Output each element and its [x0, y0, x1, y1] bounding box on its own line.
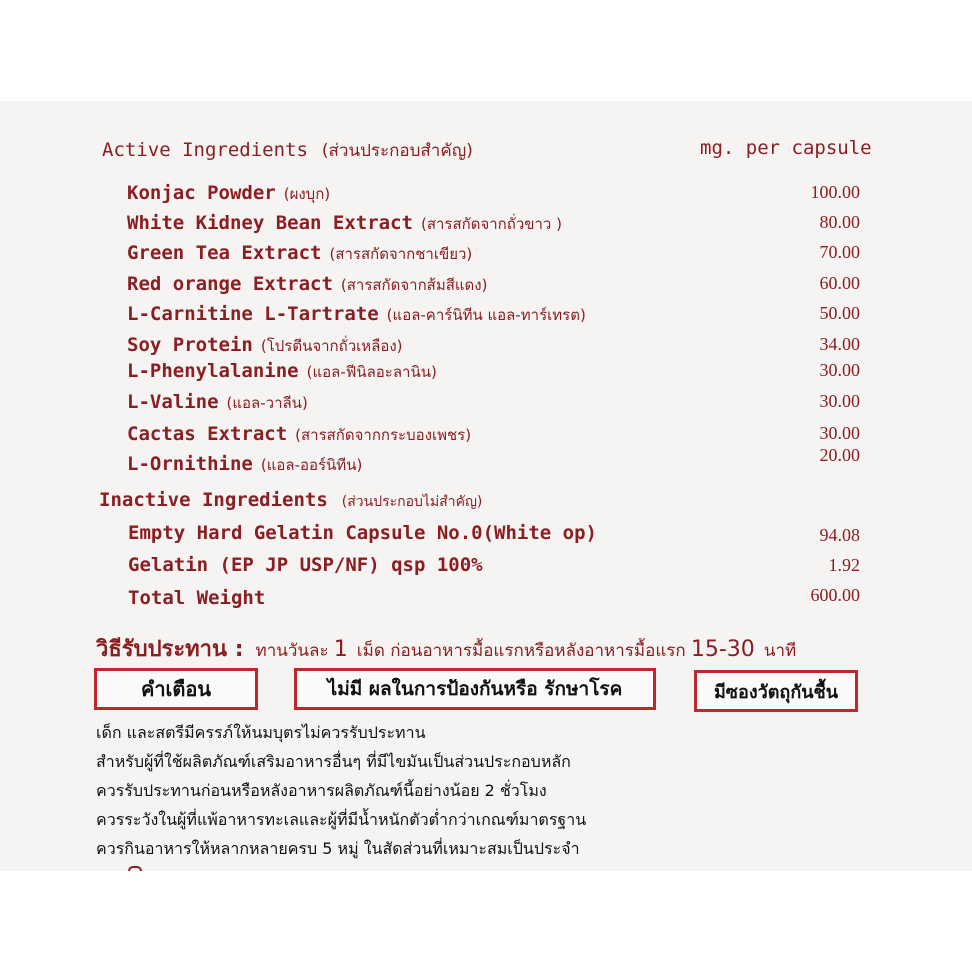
usage-text-a: ทานวันละ	[255, 641, 329, 661]
usage-text-b: เม็ด ก่อนอาหารมื้อแรกหรือหลังอาหารมื้อแรก	[356, 641, 686, 661]
ingredient-name: Green Tea Extract	[127, 242, 322, 264]
active-ingredients-header	[102, 137, 473, 164]
warning-line: ควรระวังในผู้ที่แพ้อาหารทะเลและผู้ที่มีน้ำหนักตัวต่ำกว่าเกณฑ์มาตรฐาน	[96, 810, 587, 829]
inactive-ingredients-header	[99, 489, 482, 513]
ingredient-amount: 1.92	[828, 555, 860, 575]
ingredient-row	[0, 212, 972, 240]
ingredient-amount: 30.00	[819, 423, 860, 443]
ingredient-row	[0, 334, 972, 362]
warning-line: ควรกินอาหารให้หลากหลายครบ 5 หมู่ ในสัดส่วนที่เหมาะสมเป็นประจำ	[96, 839, 580, 858]
ingredient-amount: 94.08	[819, 525, 860, 545]
cropped-text-fragment	[128, 866, 142, 871]
desiccant-box: มีซองวัตถุกันชื้น	[694, 670, 858, 712]
ingredient-amount: 80.00	[819, 212, 860, 232]
ingredient-thai: (ผงบุก)	[283, 185, 331, 203]
ingredient-thai: (โปรตีนจากถั่วเหลือง)	[260, 337, 403, 355]
warning-line: สำหรับผู้ที่ใช้ผลิตภัณฑ์เสริมอาหารอื่นๆ ที่มีไขมันเป็นส่วนประกอบหลัก	[96, 752, 571, 771]
ingredient-amount: 60.00	[819, 273, 860, 293]
ingredient-amount: 34.00	[819, 334, 860, 354]
ingredient-name: Konjac Powder	[127, 182, 276, 204]
ingredient-amount: 100.00	[810, 182, 860, 202]
ingredient-thai: (แอล-วาลีน)	[226, 394, 308, 412]
per-capsule-header: mg. per capsule	[700, 137, 872, 159]
ingredient-name: L-Valine	[127, 391, 219, 413]
ingredient-thai: (สารสกัดจากส้มสีแดง)	[340, 276, 488, 294]
warning-line: เด็ก และสตรีมีครรภ์ให้นมบุตรไม่ควรรับประทาน	[96, 723, 426, 742]
ingredient-amount: 30.00	[819, 391, 860, 411]
usage-text-c: นาที	[763, 641, 797, 661]
label-panel	[0, 101, 972, 871]
ingredient-amount: 20.00	[819, 445, 860, 465]
ingredient-name: Cactas Extract	[127, 423, 288, 445]
ingredient-thai: (สารสกัดจากถั่วขาว )	[420, 215, 562, 233]
ingredient-amount: 50.00	[819, 303, 860, 323]
inactive-ingredients-thai: (ส่วนประกอบไม่สำคัญ)	[341, 494, 483, 510]
ingredient-amount: 70.00	[819, 242, 860, 262]
ingredient-name: Soy Protein	[127, 334, 253, 356]
ingredient-name: White Kidney Bean Extract	[127, 212, 413, 234]
ingredient-name: Gelatin (EP JP USP/NF) qsp 100%	[128, 554, 483, 576]
no-effect-box: ไม่มี ผลในการป้องกันหรือ รักษาโรค	[294, 668, 656, 710]
ingredient-name: Empty Hard Gelatin Capsule No.0(White op)	[128, 522, 597, 544]
ingredient-row	[0, 303, 972, 331]
usage-dose-number: 1	[333, 637, 348, 662]
ingredient-thai: (สารสกัดจากชาเขียว)	[329, 245, 473, 263]
usage-instructions	[96, 631, 796, 666]
active-ingredients-thai: (ส่วนประกอบสำคัญ)	[321, 141, 473, 161]
ingredient-row	[0, 182, 972, 210]
ingredient-row	[0, 391, 972, 419]
ingredient-name: Red orange Extract	[127, 273, 333, 295]
ingredient-row	[0, 242, 972, 270]
active-ingredients-label: Active Ingredients	[102, 139, 308, 161]
ingredient-thai: (แอล-ฟีนิลอะลานิน)	[306, 363, 437, 381]
inactive-ingredients-label: Inactive Ingredients	[99, 489, 328, 511]
ingredient-thai: (แอล-ออร์นิทีน)	[260, 456, 363, 474]
total-weight-label: Total Weight	[128, 587, 266, 609]
ingredient-row	[0, 360, 972, 388]
total-weight-row	[0, 587, 972, 615]
warning-box: คำเตือน	[94, 668, 258, 710]
ingredient-row	[0, 445, 972, 481]
usage-minutes-number: 15-30	[690, 637, 755, 662]
total-weight-amount: 600.00	[810, 585, 860, 605]
ingredient-thai: (สารสกัดจากกระบองเพชร)	[295, 426, 472, 444]
ingredient-name: L-Phenylalanine	[127, 360, 299, 382]
ingredient-name: L-Ornithine	[127, 453, 253, 475]
ingredient-row	[0, 522, 972, 550]
ingredient-row	[0, 273, 972, 301]
warning-line: ควรรับประทานก่อนหรือหลังอาหารผลิตภัณฑ์นี้อย่างน้อย 2 ชั่วโมง	[96, 781, 547, 800]
ingredient-name: L-Carnitine L-Tartrate	[127, 303, 379, 325]
usage-label: วิธีรับประทาน :	[96, 637, 244, 662]
ingredient-thai: (แอล-คาร์นิทีน แอล-ทาร์เทรต)	[386, 306, 586, 324]
ingredient-row	[0, 554, 972, 582]
ingredient-amount: 30.00	[819, 360, 860, 380]
